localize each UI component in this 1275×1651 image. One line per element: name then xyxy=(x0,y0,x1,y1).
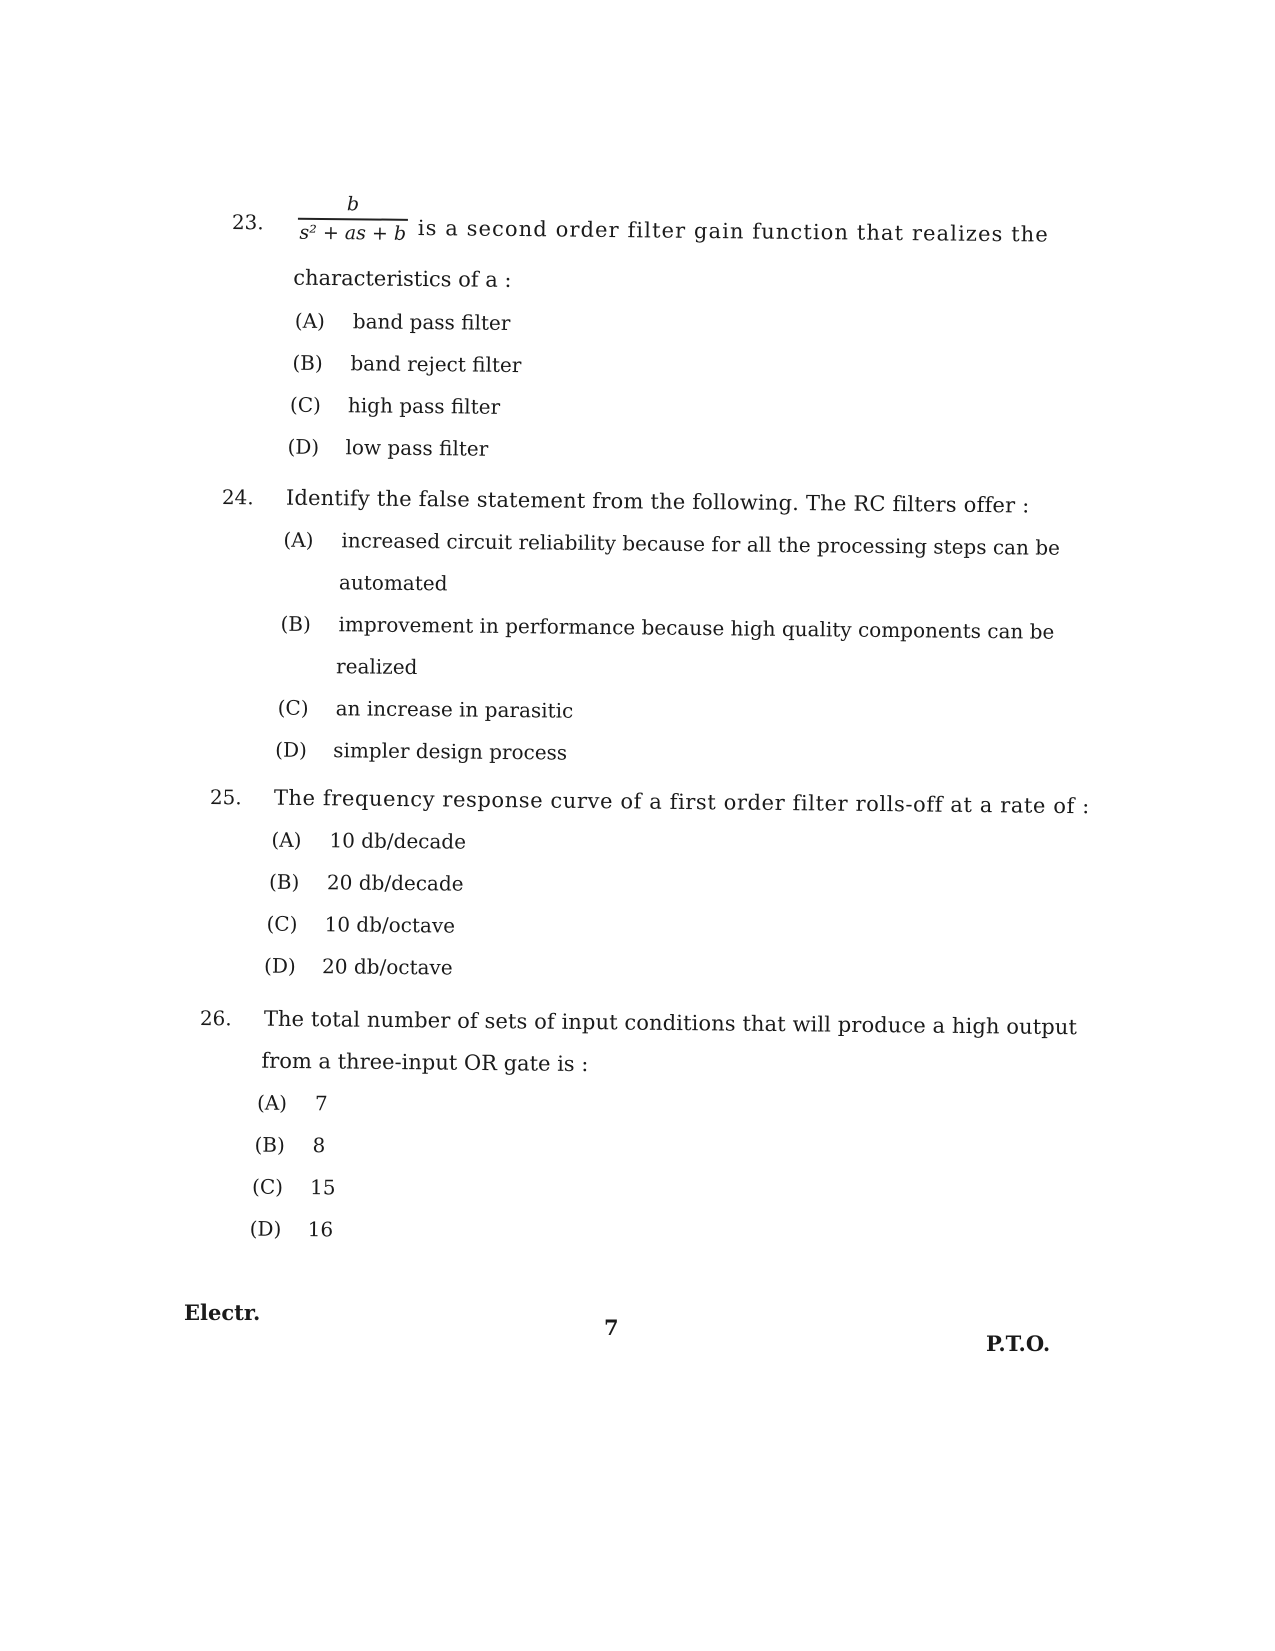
question-number: 26. xyxy=(199,1006,232,1031)
option-a-continuation: automated xyxy=(338,570,448,596)
option-c: (C) an increase in parasitic xyxy=(277,695,574,723)
option-d: (D) simpler design process xyxy=(275,737,568,765)
question-stem-line2: from a three-input OR gate is : xyxy=(261,1048,589,1077)
question-stem-line1: Identify the false statement from the following. The RC filters offer : xyxy=(285,485,1030,518)
option-d: (D) 20 db/octave xyxy=(264,953,453,980)
option-a: (A) 10 db/decade xyxy=(271,827,467,854)
option-b: (B) band reject filter xyxy=(292,350,522,378)
option-c: (C) 15 xyxy=(252,1174,336,1200)
option-c: (C) high pass filter xyxy=(289,392,501,419)
question-stem-line1: The total number of sets of input conditions that will produce a high output xyxy=(263,1006,1078,1040)
option-d: (D) low pass filter xyxy=(287,434,489,461)
option-b: (B) 8 xyxy=(254,1132,326,1158)
footer-page-number: 7 xyxy=(604,1315,619,1340)
footer-pto: P.T.O. xyxy=(986,1331,1051,1356)
gain-function-formula xyxy=(298,195,408,244)
question-number: 24. xyxy=(221,485,254,510)
option-b: (B) improvement in performance because high quality components can be xyxy=(280,611,1055,644)
option-b: (B) 20 db/decade xyxy=(268,869,464,896)
question-number: 25. xyxy=(209,785,242,810)
option-a: (A) 7 xyxy=(256,1090,328,1116)
option-b-continuation: realized xyxy=(336,654,418,680)
formula-denominator: s² + as + b xyxy=(298,218,408,244)
question-number: 23. xyxy=(231,210,264,235)
question-stem-line1: is a second order filter gain function that realizes the xyxy=(417,215,1050,247)
formula-numerator: b xyxy=(346,193,360,216)
option-a: (A) increased circuit reliability because for all the processing steps can be xyxy=(283,527,1061,560)
option-d: (D) 16 xyxy=(249,1216,334,1242)
question-stem-line2: characteristics of a : xyxy=(293,265,512,292)
option-c: (C) 10 db/octave xyxy=(266,911,456,938)
question-stem-line1: The frequency response curve of a first order filter rolls-off at a rate of : xyxy=(273,785,1091,819)
option-a: (A) band pass filter xyxy=(294,308,511,335)
footer-subject: Electr. xyxy=(184,1300,261,1325)
